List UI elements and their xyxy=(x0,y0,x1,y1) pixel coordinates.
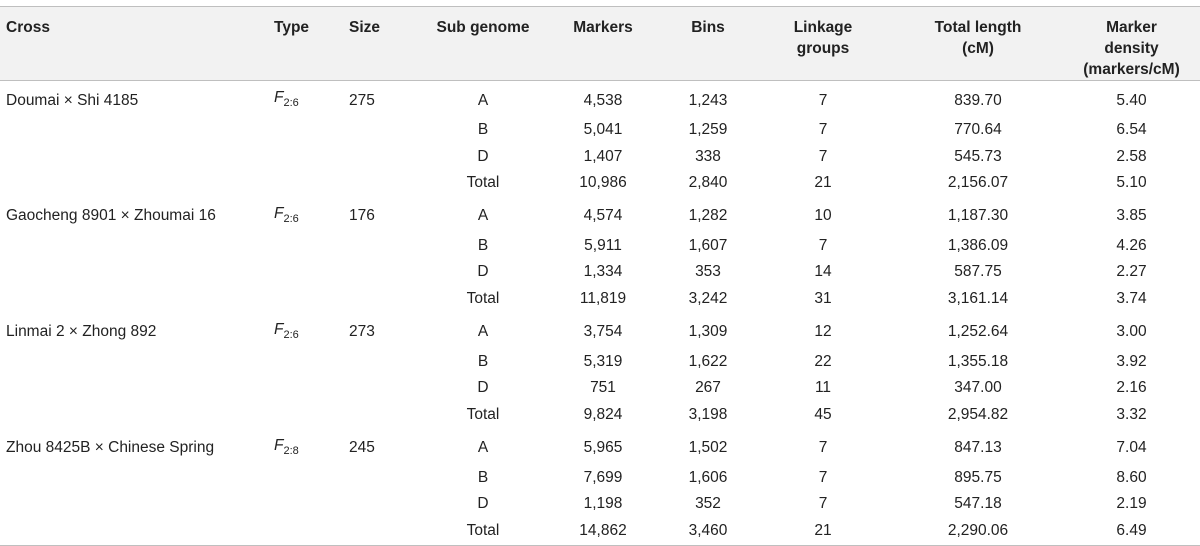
marker-density-cell: 8.60 xyxy=(1116,468,1147,486)
table-row xyxy=(0,402,1200,429)
cross-name xyxy=(0,491,268,518)
cross-type xyxy=(268,81,343,117)
bins-cell: 3,198 xyxy=(688,406,728,424)
bins-cell: 3,242 xyxy=(688,290,728,308)
linkage-groups-cell: 45 xyxy=(814,406,832,424)
cross-name xyxy=(0,402,268,429)
marker-density-cell: 5.40 xyxy=(1116,91,1147,109)
generation-subscript: 2:6 xyxy=(283,97,299,110)
generation-base: F xyxy=(274,204,284,222)
cross-type xyxy=(268,197,343,233)
total-length-cell: 1,386.09 xyxy=(947,236,1009,254)
cross-type xyxy=(268,259,343,286)
cross-name xyxy=(0,170,268,197)
marker-density-cell: 3.74 xyxy=(1116,290,1147,308)
subgenome-cell: Total xyxy=(466,406,500,424)
bins-cell: 1,243 xyxy=(688,91,728,109)
subgenome-cell: Total xyxy=(423,518,543,545)
population-size xyxy=(343,117,423,144)
population-size xyxy=(343,491,423,518)
cross-name xyxy=(0,233,268,260)
population-size xyxy=(343,375,423,402)
cross-type xyxy=(268,349,343,376)
total-length-cell: 547.18 xyxy=(954,495,1002,513)
markers-cell: 1,198 xyxy=(583,495,623,513)
marker-density-cell: 3.32 xyxy=(1116,406,1147,424)
total-length-cell: 1,252.64 xyxy=(947,323,1009,341)
bins-cell: 338 xyxy=(695,147,721,165)
table-body xyxy=(0,81,1200,546)
total-length-cell: 895.75 xyxy=(954,468,1002,486)
subgenome-cell: A xyxy=(477,91,489,109)
bins-cell: 352 xyxy=(695,495,721,513)
population-size xyxy=(343,402,423,429)
total-length-cell: 587.75 xyxy=(954,263,1002,281)
total-length-cell: 347.00 xyxy=(954,379,1002,397)
header-type: Type xyxy=(268,7,343,81)
population-size xyxy=(343,286,423,313)
cross-name: Doumai × Shi 4185 xyxy=(6,91,139,109)
bins-cell: 1,502 xyxy=(688,439,728,457)
table-row xyxy=(0,170,1200,197)
subgenome-cell: B xyxy=(477,468,489,486)
table-row xyxy=(0,465,1200,492)
cross-type xyxy=(268,144,343,171)
cross-name: Zhou 8425B × Chinese Spring xyxy=(6,439,215,457)
bins-cell: 1,607 xyxy=(688,236,728,254)
marker-density-cell: 2.27 xyxy=(1116,263,1147,281)
linkage-groups-cell: 21 xyxy=(753,518,893,545)
bins-cell: 3,460 xyxy=(663,518,753,545)
total-length-cell: 1,187.30 xyxy=(947,207,1009,225)
population-size: 275 xyxy=(349,91,375,109)
generation-label xyxy=(274,320,299,341)
marker-density-cell: 4.26 xyxy=(1116,236,1147,254)
markers-cell: 5,319 xyxy=(583,352,623,370)
population-size xyxy=(343,144,423,171)
subgenome-cell: D xyxy=(477,263,489,281)
table-row xyxy=(0,429,1200,465)
subgenome-cell: B xyxy=(477,352,489,370)
header-marker-density: Marker density (markers/cM) xyxy=(1063,7,1200,81)
generation-label xyxy=(274,89,299,110)
subgenome-cell: A xyxy=(477,439,489,457)
total-length-cell: 545.73 xyxy=(954,147,1002,165)
cross-name xyxy=(0,375,268,402)
markers-cell: 4,574 xyxy=(583,207,623,225)
marker-density-cell: 3.92 xyxy=(1116,352,1147,370)
subgenome-cell: Total xyxy=(466,174,500,192)
total-length-cell: 2,954.82 xyxy=(947,406,1009,424)
subgenome-cell: A xyxy=(477,323,489,341)
generation-subscript: 2:8 xyxy=(283,444,299,457)
linkage-groups-cell: 31 xyxy=(814,290,832,308)
cross-type xyxy=(268,491,343,518)
cross-name: Gaocheng 8901 × Zhoumai 16 xyxy=(6,207,216,225)
subgenome-cell: B xyxy=(477,120,489,138)
cross-type xyxy=(268,402,343,429)
header-markers: Markers xyxy=(543,7,663,81)
marker-density-cell: 7.04 xyxy=(1116,439,1147,457)
population-size xyxy=(343,349,423,376)
linkage-groups-cell: 7 xyxy=(818,120,828,138)
marker-density-cell: 2.58 xyxy=(1116,147,1147,165)
header-subgenome: Sub genome xyxy=(423,7,543,81)
bins-cell: 1,606 xyxy=(688,468,728,486)
cross-type xyxy=(268,117,343,144)
linkage-groups-cell: 7 xyxy=(818,91,828,109)
bins-cell: 1,309 xyxy=(688,323,728,341)
linkage-groups-cell: 12 xyxy=(814,323,832,341)
population-size xyxy=(343,465,423,492)
linkage-groups-cell: 10 xyxy=(814,207,832,225)
markers-cell: 10,986 xyxy=(579,174,627,192)
subgenome-cell: A xyxy=(477,207,489,225)
linkage-groups-cell: 21 xyxy=(814,174,832,192)
marker-density-cell: 6.49 xyxy=(1063,518,1200,545)
generation-label xyxy=(274,436,299,457)
marker-density-cell: 6.54 xyxy=(1116,120,1147,138)
table-row xyxy=(0,81,1200,117)
table-row xyxy=(0,313,1200,349)
marker-density-cell: 3.00 xyxy=(1116,323,1147,341)
subgenome-cell: D xyxy=(477,495,489,513)
cross-type xyxy=(268,465,343,492)
markers-cell: 1,334 xyxy=(583,263,623,281)
population-size: 273 xyxy=(349,323,375,341)
population-size xyxy=(343,170,423,197)
table-row xyxy=(0,349,1200,376)
linkage-groups-cell: 7 xyxy=(818,439,828,457)
total-length-cell: 2,156.07 xyxy=(947,174,1009,192)
generation-label xyxy=(274,204,299,225)
subgenome-cell: D xyxy=(477,147,489,165)
markers-cell: 1,407 xyxy=(583,147,623,165)
markers-cell: 5,041 xyxy=(583,120,623,138)
bins-cell: 1,282 xyxy=(688,207,728,225)
total-length-cell: 1,355.18 xyxy=(947,352,1009,370)
generation-base: F xyxy=(274,320,284,338)
cross-name xyxy=(0,465,268,492)
subgenome-cell: D xyxy=(477,379,489,397)
markers-cell: 4,538 xyxy=(583,91,623,109)
cross-name xyxy=(0,117,268,144)
cross-name xyxy=(0,259,268,286)
markers-cell: 11,819 xyxy=(579,290,627,308)
total-length-cell: 847.13 xyxy=(954,439,1002,457)
linkage-groups-cell: 7 xyxy=(818,495,828,513)
population-size xyxy=(343,233,423,260)
table-row xyxy=(0,259,1200,286)
table-row xyxy=(0,144,1200,171)
cross-type xyxy=(268,233,343,260)
cross-type xyxy=(268,429,343,465)
data-table xyxy=(0,6,1200,546)
linkage-groups-cell: 7 xyxy=(818,468,828,486)
linkage-groups-cell: 14 xyxy=(814,263,832,281)
population-size: 176 xyxy=(349,207,375,225)
bins-cell: 353 xyxy=(695,263,721,281)
cross-name xyxy=(0,349,268,376)
table-row xyxy=(0,375,1200,402)
total-length-cell: 2,290.06 xyxy=(893,518,1063,545)
total-length-cell: 839.70 xyxy=(954,91,1002,109)
markers-cell: 14,862 xyxy=(543,518,663,545)
bins-cell: 1,622 xyxy=(688,352,728,370)
table-row xyxy=(0,518,1200,545)
markers-cell: 5,965 xyxy=(583,439,623,457)
markers-cell: 5,911 xyxy=(584,236,622,254)
marker-density-cell: 5.10 xyxy=(1116,174,1147,192)
markers-cell: 751 xyxy=(590,379,616,397)
marker-density-cell: 3.85 xyxy=(1116,207,1147,225)
table-row xyxy=(0,286,1200,313)
population-size: 245 xyxy=(349,439,375,457)
header-total-length: Total length (cM) xyxy=(893,7,1063,81)
subgenome-cell: B xyxy=(477,236,489,254)
linkage-groups-cell: 22 xyxy=(814,352,832,370)
header-bins: Bins xyxy=(663,7,753,81)
cross-name xyxy=(0,286,268,313)
cross-type xyxy=(268,170,343,197)
header-linkage-groups: Linkage groups xyxy=(753,7,893,81)
total-length-cell: 770.64 xyxy=(954,120,1002,138)
markers-cell: 3,754 xyxy=(583,323,623,341)
bins-cell: 267 xyxy=(695,379,721,397)
generation-base: F xyxy=(274,436,284,454)
table-row xyxy=(0,197,1200,233)
bins-cell: 2,840 xyxy=(688,174,728,192)
bins-cell: 1,259 xyxy=(688,120,728,138)
cross-type xyxy=(268,518,343,545)
header-cross: Cross xyxy=(0,7,268,81)
population-size xyxy=(343,518,423,545)
generation-base: F xyxy=(274,89,284,106)
linkage-groups-cell: 11 xyxy=(814,379,832,397)
table-row xyxy=(0,491,1200,518)
marker-density-cell: 2.19 xyxy=(1116,495,1147,513)
cross-type xyxy=(268,375,343,402)
table-row xyxy=(0,117,1200,144)
subgenome-cell: Total xyxy=(466,290,500,308)
generation-subscript: 2:6 xyxy=(283,328,299,341)
cross-type xyxy=(268,313,343,349)
linkage-groups-cell: 7 xyxy=(818,236,828,254)
table-row xyxy=(0,233,1200,260)
linkage-groups-cell: 7 xyxy=(818,147,828,165)
cross-name xyxy=(0,518,268,545)
population-size xyxy=(343,259,423,286)
markers-cell: 9,824 xyxy=(583,406,623,424)
cross-name xyxy=(0,144,268,171)
total-length-cell: 3,161.14 xyxy=(947,290,1009,308)
header-size: Size xyxy=(343,7,423,81)
markers-cell: 7,699 xyxy=(583,468,623,486)
generation-subscript: 2:6 xyxy=(283,213,299,225)
marker-density-cell: 2.16 xyxy=(1116,379,1147,397)
header-row xyxy=(0,7,1200,81)
cross-type xyxy=(268,286,343,313)
cross-name: Linmai 2 × Zhong 892 xyxy=(6,323,157,341)
